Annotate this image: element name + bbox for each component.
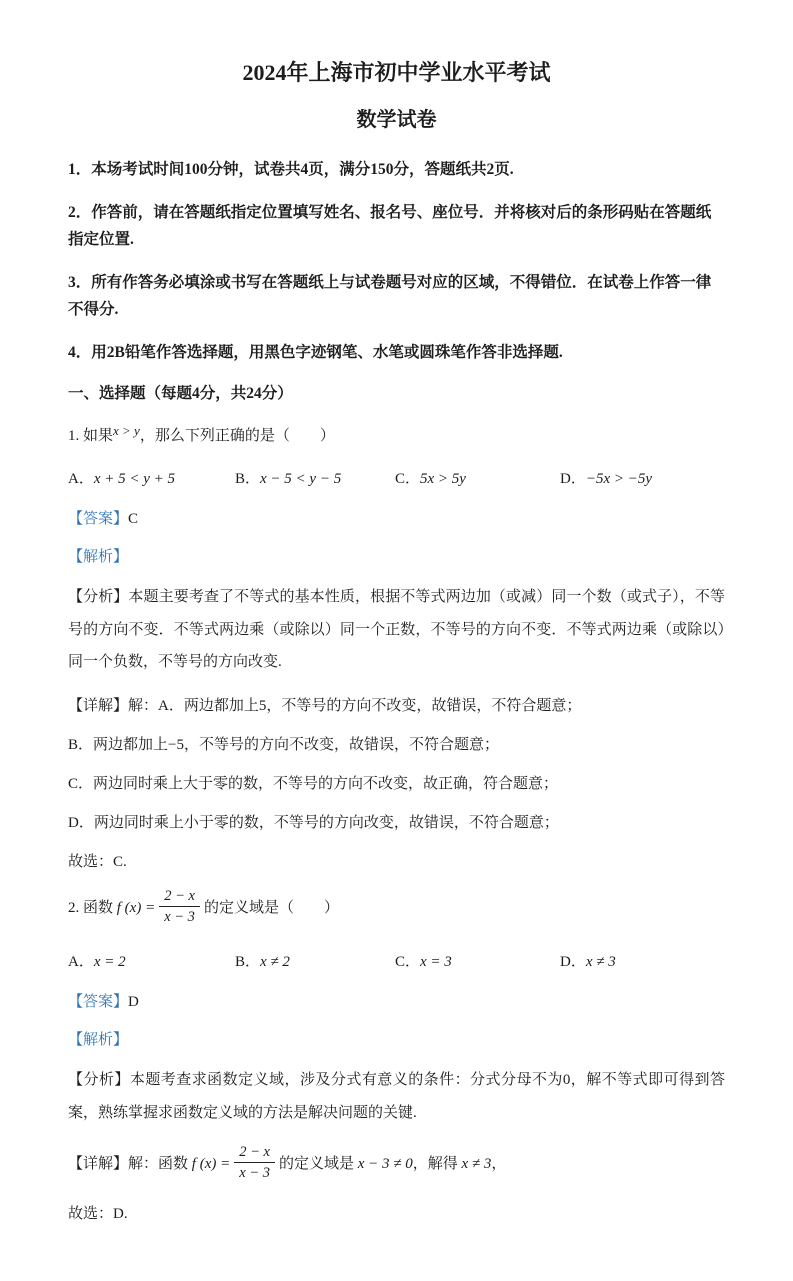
answer-label: 【答案】 xyxy=(68,994,129,1011)
q2-option-b-formula: x ≠ 2 xyxy=(260,954,290,971)
q2-fraction-numerator: 2 − x xyxy=(159,887,200,907)
q2-detail-result: x ≠ 3 xyxy=(461,1156,492,1173)
q1-option-d-label: D． xyxy=(560,471,586,488)
detail-label: 【详解】 xyxy=(68,698,129,715)
q2-detail-fraction xyxy=(234,1143,275,1182)
instruction-1: 1．本场考试时间100分钟，试卷共4页，满分150分，答题纸共2页. xyxy=(68,161,514,178)
q2-fraction xyxy=(159,887,200,926)
q1-option-d xyxy=(560,467,725,488)
question-2-detail xyxy=(68,1145,725,1184)
q2-stem-prefix: 2. 函数 xyxy=(68,900,114,917)
q2-inline-math: f (x) = xyxy=(116,900,156,917)
q2-answer-value: D xyxy=(128,994,139,1011)
question-1-options xyxy=(68,467,725,488)
instruction-2: 2．作答前，请在答题纸指定位置填写姓名、报名号、座位号．并将核对后的条形码贴在答题纸指定位置. xyxy=(68,203,712,249)
q2-option-c-formula: x = 3 xyxy=(420,954,452,971)
q1-answer-value: C xyxy=(128,511,139,528)
q2-option-c-label: C． xyxy=(395,954,421,971)
method-label: 【分析】 xyxy=(68,589,129,606)
question-1-detail-intro xyxy=(68,694,725,715)
q1-option-d-formula: −5x > −5y xyxy=(585,471,653,488)
exam-title: 2024年上海市初中学业水平考试 xyxy=(242,60,551,85)
question-2-options xyxy=(68,950,725,971)
q1-detail-line-0: 解：A．两边都加上5，不等号的方向不改变，故错误，不符合题意； xyxy=(128,698,582,715)
q2-detail-prefix: 解：函数 xyxy=(128,1156,189,1173)
question-2-answer xyxy=(68,990,725,1011)
q1-detail-line-1: B．两边都加上−5，不等号的方向不改变，故错误，不符合题意； xyxy=(68,737,499,754)
q1-stem-prefix: 1. 如果 xyxy=(68,428,114,445)
q2-detail-condition: x − 3 ≠ 0 xyxy=(357,1156,413,1173)
q2-detail-tail: ， xyxy=(491,1156,507,1173)
answer-label: 【答案】 xyxy=(68,511,129,528)
q2-analysis-label: 【解析】 xyxy=(68,1032,129,1049)
question-1-analysis xyxy=(68,581,725,678)
q1-inline-math: x > y xyxy=(113,423,140,439)
q2-detail-fraction-numerator: 2 − x xyxy=(234,1143,275,1163)
detail-label: 【详解】 xyxy=(68,1156,129,1173)
method-label: 【分析】 xyxy=(68,1072,130,1089)
q1-analysis-label: 【解析】 xyxy=(68,549,129,566)
exam-subtitle: 数学试卷 xyxy=(356,109,437,131)
q2-option-a-label: A． xyxy=(68,954,94,971)
q1-option-c-formula: 5x > 5y xyxy=(420,471,466,488)
q2-conclusion: 故选：D. xyxy=(68,1206,128,1223)
q2-detail-mid: 的定义域是 xyxy=(278,1156,354,1173)
q2-option-b xyxy=(235,950,395,971)
q2-option-a xyxy=(68,950,235,971)
q1-option-a-label: A． xyxy=(68,471,94,488)
instruction-4: 4．用2B铅笔作答选择题，用黑色字迹钢笔、水笔或圆珠笔作答非选择题. xyxy=(68,343,563,361)
q2-detail-math: f (x) = xyxy=(191,1156,231,1173)
question-1-answer xyxy=(68,507,725,528)
instruction-3: 3．所有作答务必填涂或书写在答题纸上与试卷题号对应的区域，不得错位．在试卷上作答一律不得分. xyxy=(68,273,712,319)
q2-analysis-text: 本题考查求函数定义域，涉及分式有意义的条件：分式分母不为0，解不等式即可得到答案，熟练掌握求函数定义域的方法是解决问题的关键. xyxy=(68,1072,725,1121)
q1-option-b-formula: x − 5 < y − 5 xyxy=(260,471,342,488)
q1-option-b xyxy=(235,467,395,488)
q1-option-a-formula: x + 5 < y + 5 xyxy=(93,471,176,488)
q2-option-a-formula: x = 2 xyxy=(93,954,126,971)
question-1-stem xyxy=(68,423,725,445)
q1-option-a xyxy=(68,467,235,488)
q1-option-c-label: C． xyxy=(395,471,421,488)
section-heading-choice: 一、选择题（每题4分，共24分） xyxy=(68,385,293,403)
q1-option-b-label: B． xyxy=(235,471,261,488)
q2-option-d-formula: x ≠ 3 xyxy=(585,954,616,971)
q1-stem-suffix: ，那么下列正确的是（ ） xyxy=(139,428,335,445)
q1-analysis-text: 本题主要考查了不等式的基本性质，根据不等式两边加（或减）同一个数（或式子），不等号的方向不变．不等式两边乘（或除以）同一个正数，不等号的方向不变．不等式两边乘（或除以）同一个负数，不等号的方向改变. xyxy=(68,589,725,670)
q2-option-d xyxy=(560,950,725,971)
q2-detail-fraction-denominator: x − 3 xyxy=(239,1165,270,1182)
question-2-analysis xyxy=(68,1064,725,1129)
q1-conclusion: 故选：C. xyxy=(68,854,127,871)
question-2-stem xyxy=(68,889,725,928)
q1-detail-line-3: D．两边同时乘上小于零的数，不等号的方向改变，故错误，不符合题意； xyxy=(68,815,559,832)
q1-detail-line-2: C．两边同时乘上大于零的数，不等号的方向不改变，故正确，符合题意； xyxy=(68,776,559,793)
q1-option-c xyxy=(395,467,560,488)
q2-fraction-denominator: x − 3 xyxy=(164,909,195,926)
q2-option-b-label: B． xyxy=(235,954,261,971)
q2-detail-mid2: ，解得 xyxy=(412,1156,458,1173)
q2-option-c xyxy=(395,950,560,971)
q2-stem-suffix: 的定义域是（ ） xyxy=(203,900,339,917)
q2-option-d-label: D． xyxy=(560,954,586,971)
